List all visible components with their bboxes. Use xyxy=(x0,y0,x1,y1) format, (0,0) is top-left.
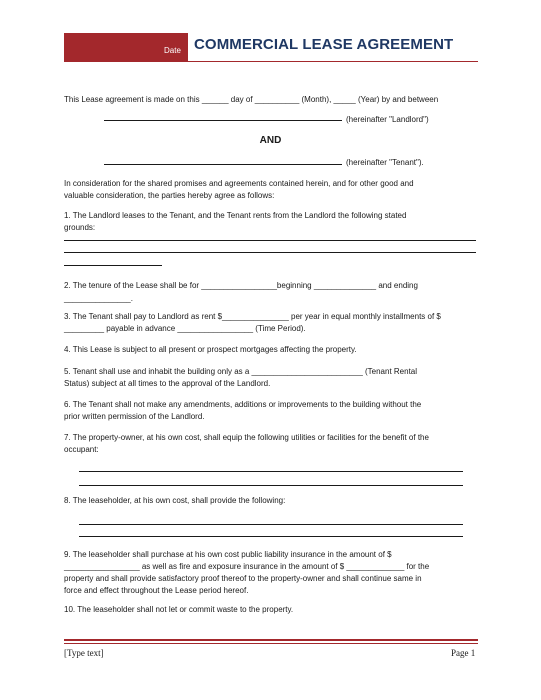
clause-9-line-1: 9. The leaseholder shall purchase at his own cost public liability insurance in the amount of $ xyxy=(64,550,392,559)
document-title: COMMERCIAL LEASE AGREEMENT xyxy=(194,36,454,53)
page-number: Page 1 xyxy=(451,648,476,658)
clause-1-blank-line[interactable] xyxy=(64,240,476,241)
clause-9-line-4: force and effect throughout the Lease period hereof. xyxy=(64,586,249,595)
clause-2-line-1: 2. The tenure of the Lease shall be for _________________beginning ______________ and ending xyxy=(64,281,418,290)
clause-1-blank-line[interactable] xyxy=(64,252,476,253)
clause-8-line-1: 8. The leaseholder, at his own cost, shall provide the following: xyxy=(64,496,286,505)
landlord-name-field[interactable] xyxy=(104,120,342,121)
clause-8-blank-line[interactable] xyxy=(79,536,463,537)
consideration-line-1: In consideration for the shared promises and agreements contained herein, and for other good and xyxy=(64,179,414,188)
clause-7-line-2: occupant: xyxy=(64,445,99,454)
clause-5-line-2: Status) subject at all times to the approval of the Landlord. xyxy=(64,379,271,388)
clause-9-line-3: property and shall provide satisfactory proof thereof to the property-owner and shall continue same in xyxy=(64,574,422,583)
clause-9-line-2: _________________ as well as fire and exposure insurance in the amount of $ _____________ for the xyxy=(64,562,430,571)
clause-6-line-1: 6. The Tenant shall not make any amendments, additions or improvements to the building without the xyxy=(64,400,422,409)
footer-rule-thin xyxy=(64,643,478,644)
clause-10-line-1: 10. The leaseholder shall not let or commit waste to the property. xyxy=(64,605,294,614)
clause-2-line-2: _______________. xyxy=(64,294,133,303)
clause-8-blank-line[interactable] xyxy=(79,524,463,525)
header-rule xyxy=(64,61,478,62)
tenant-name-field[interactable] xyxy=(104,164,342,165)
clause-7-line-1: 7. The property-owner, at his own cost, shall equip the following utilities or facilities for the benefit of the xyxy=(64,433,429,442)
consideration-line-2: valuable consideration, the parties hereby agree as follows: xyxy=(64,191,275,200)
and-heading: AND xyxy=(259,135,282,146)
footer-rule xyxy=(64,639,478,641)
tenant-label: (hereinafter "Tenant"). xyxy=(346,158,424,167)
clause-4-line-1: 4. This Lease is subject to all present or prospect mortgages affecting the property. xyxy=(64,345,357,354)
landlord-label: (hereinafter "Landlord") xyxy=(346,115,429,124)
date-label[interactable]: Date xyxy=(164,46,181,55)
clause-1-line-2: grounds: xyxy=(64,223,96,232)
clause-1-blank-line[interactable] xyxy=(64,265,162,266)
footer-type-text[interactable]: [Type text] xyxy=(64,648,104,658)
clause-6-line-2: prior written permission of the Landlord. xyxy=(64,412,205,421)
intro-line: This Lease agreement is made on this ______ day of __________ (Month), _____ (Year) by and between xyxy=(64,95,439,104)
clause-3-line-2: _________ payable in advance _________________ (Time Period). xyxy=(64,324,306,333)
clause-7-blank-line[interactable] xyxy=(79,471,463,472)
clause-5-line-1: 5. Tenant shall use and inhabit the building only as a _________________________ (Tenant Rental xyxy=(64,367,418,376)
clause-1-line-1: 1. The Landlord leases to the Tenant, and the Tenant rents from the Landlord the following stated xyxy=(64,211,407,220)
clause-7-blank-line[interactable] xyxy=(79,485,463,486)
clause-3-line-1: 3. The Tenant shall pay to Landlord as rent $_______________ per year in equal monthly installments of $ xyxy=(64,312,441,321)
